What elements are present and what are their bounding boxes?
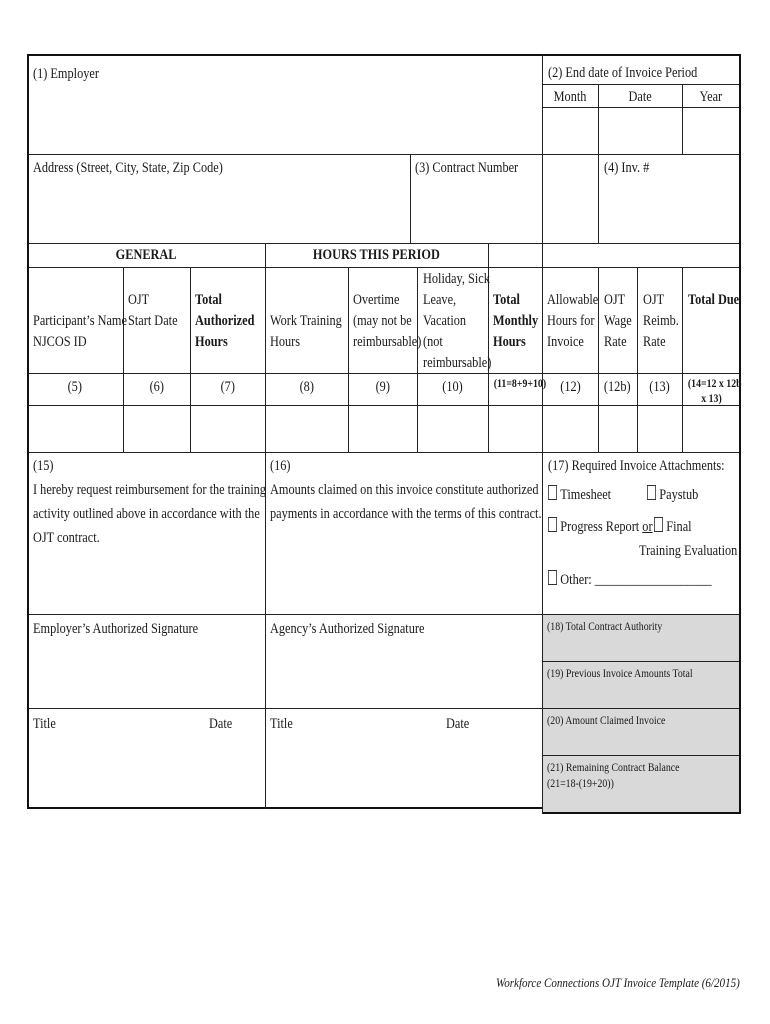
- timesheet-checkbox[interactable]: [548, 485, 557, 500]
- rule-colnums-top: [27, 373, 740, 374]
- col-participant-header: Participant’s Name NJCOS ID: [33, 313, 127, 350]
- year-label: Year: [699, 89, 723, 105]
- date-label: Date: [628, 89, 652, 105]
- col-num-9: (9): [375, 379, 390, 395]
- or-text: or: [642, 519, 653, 535]
- timesheet-option[interactable]: Timesheet: [548, 484, 611, 506]
- col-total-due-header: Total Due: [688, 292, 740, 308]
- inv-number-label: (4) Inv. #: [604, 160, 650, 176]
- month-field[interactable]: [543, 108, 598, 154]
- remaining-balance-formula: (21=18-(19+20)): [547, 776, 614, 790]
- hours-section-header: HOURS THIS PERIOD: [313, 247, 440, 263]
- footer-template-text: Workforce Connections OJT Invoice Template (6/2015): [496, 975, 740, 990]
- col-num-8: (8): [299, 379, 314, 395]
- final-option[interactable]: Final: [654, 516, 692, 538]
- col-overtime-header: Overtime (may not be reimbursable): [353, 292, 422, 350]
- col-wage-rate-header: OJT Wage Rate: [604, 292, 632, 350]
- employer-label: (1) Employer: [33, 66, 99, 82]
- rule-t19-top: [542, 661, 740, 662]
- amount-claimed-label: (20) Amount Claimed Invoice: [547, 713, 666, 727]
- end-date-label: (2) End date of Invoice Period: [548, 65, 698, 81]
- total-contract-authority-label: (18) Total Contract Authority: [547, 619, 663, 633]
- box16-line2: payments in accordance with the terms of this contract.: [270, 506, 542, 522]
- box16-number: (16): [270, 458, 291, 474]
- col-total-auth-header: Total Authorized Hours: [195, 292, 255, 350]
- rule-v-410: [410, 154, 411, 243]
- rule-signature-top: [27, 614, 740, 615]
- training-evaluation-text: Training Evaluation: [639, 543, 738, 559]
- col-work-training-header: Work Training Hours: [270, 313, 342, 350]
- col-num-12b: (12b): [604, 379, 631, 395]
- progress-report-option[interactable]: Progress Report or: [548, 516, 653, 538]
- address-label: Address (Street, City, State, Zip Code): [33, 160, 223, 176]
- month-label: Month: [553, 89, 587, 105]
- box15-line2: activity outlined above in accordance with the: [33, 506, 260, 522]
- col-num-11: (11=8+9+10): [493, 376, 547, 390]
- col-reimb-rate-header: OJT Reimb. Rate: [643, 292, 679, 350]
- agency-signature-label: Agency’s Authorized Signature: [270, 621, 425, 637]
- col-num-7: (7): [220, 379, 235, 395]
- box17-label: (17) Required Invoice Attachments:: [548, 458, 725, 474]
- col-num-14: (14=12 x 12b x 13): [687, 376, 742, 405]
- other-checkbox[interactable]: [548, 570, 557, 585]
- rule-bottom-totals: [542, 812, 741, 814]
- year-field[interactable]: [683, 108, 739, 154]
- rule-colheader-top: [27, 267, 740, 268]
- col-total-monthly-header: Total Monthly Hours: [493, 292, 539, 350]
- other-option[interactable]: Other: ___________________: [548, 569, 712, 591]
- col-num-13: (13): [649, 379, 670, 395]
- col-num-6: (6): [149, 379, 164, 395]
- col-holiday-header: Holiday, Sick Leave, Vacation (not reimbursable): [423, 271, 492, 371]
- rule-title-top: [27, 708, 740, 709]
- date-field[interactable]: [599, 108, 682, 154]
- rule-enddate-sub: [542, 84, 740, 85]
- agency-title-label: Title: [270, 716, 293, 732]
- col-num-10: (10): [442, 379, 463, 395]
- box16-line1: Amounts claimed on this invoice constitute authorized: [270, 482, 539, 498]
- paystub-option[interactable]: Paystub: [647, 484, 698, 506]
- box15-line3: OJT contract.: [33, 530, 100, 546]
- progress-report-checkbox[interactable]: [548, 517, 557, 532]
- rule-t21-top: [542, 755, 740, 756]
- employer-title-label: Title: [33, 716, 56, 732]
- rule-address-top: [27, 154, 740, 155]
- col-allowable-header: Allowable Hours for Invoice: [547, 292, 599, 350]
- col-num-5: (5): [67, 379, 83, 395]
- contract-number-label: (3) Contract Number: [415, 160, 519, 176]
- general-section-header: GENERAL: [115, 247, 177, 263]
- rule-right: [739, 54, 741, 814]
- employer-signature-label: Employer’s Authorized Signature: [33, 621, 199, 637]
- rule-bottom: [27, 807, 543, 809]
- rule-boxes-top: [27, 452, 740, 453]
- final-checkbox[interactable]: [654, 517, 663, 532]
- remaining-balance-label: (21) Remaining Contract Balance: [547, 760, 680, 774]
- employer-date-label: Date: [209, 716, 233, 732]
- previous-invoice-total-label: (19) Previous Invoice Amounts Total: [547, 666, 693, 680]
- rule-top: [27, 54, 741, 56]
- col-num-12: (12): [559, 379, 581, 395]
- paystub-checkbox[interactable]: [647, 485, 656, 500]
- col-ojt-start-header: OJT Start Date: [128, 292, 178, 329]
- box15-line1: I hereby request reimbursement for the training: [33, 482, 266, 498]
- box15-number: (15): [33, 458, 54, 474]
- table-data-row[interactable]: [28, 406, 739, 452]
- agency-date-label: Date: [446, 716, 470, 732]
